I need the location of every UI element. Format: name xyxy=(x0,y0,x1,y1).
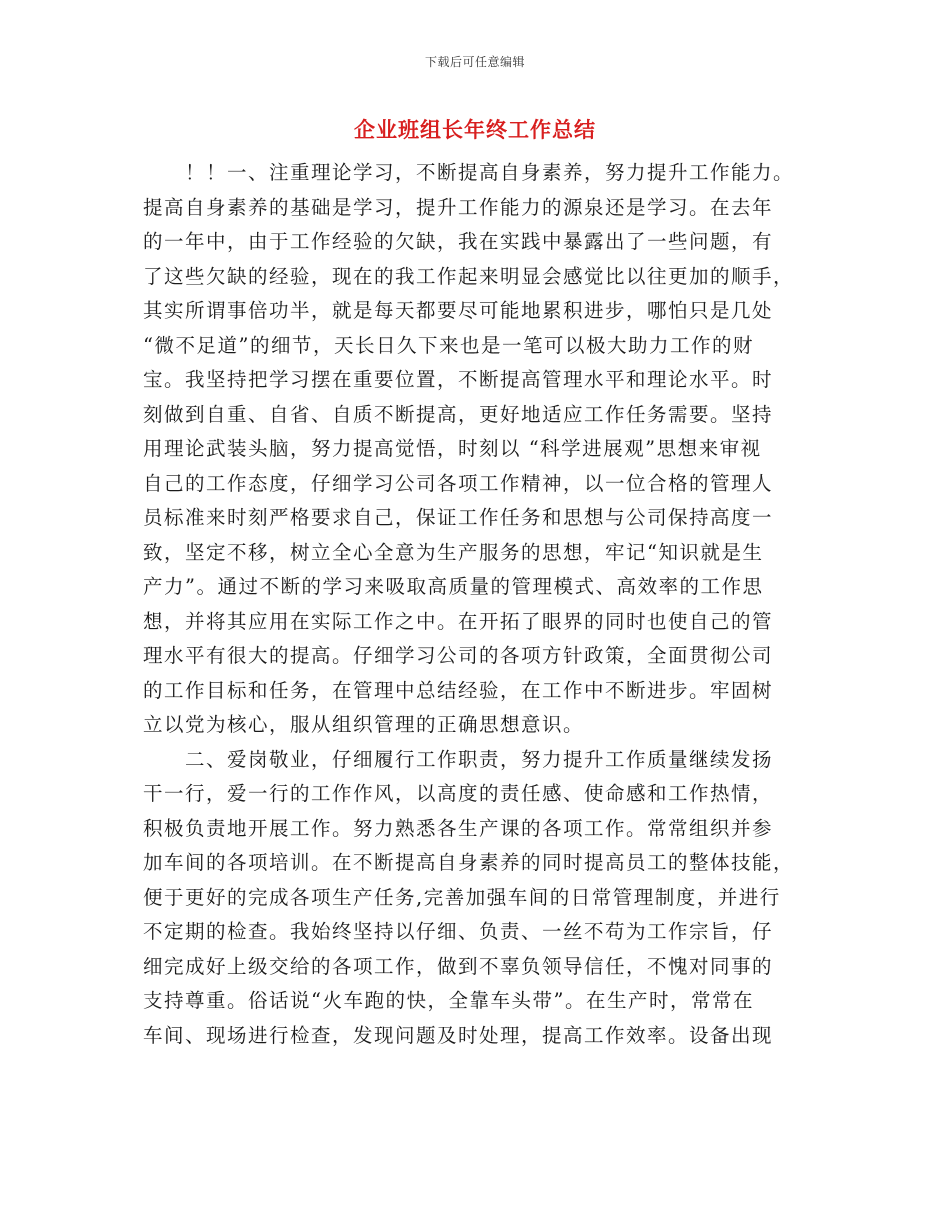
body-text xyxy=(143,156,808,1053)
page-title: 企业班组长年终工作总结 xyxy=(354,117,596,142)
text-line: 立以党为核心，服从组织管理的正确思想意识。 xyxy=(143,713,585,736)
text-line: 产力”。通过不断的学习来吸取高质量的管理模式、高效率的工作思 xyxy=(143,575,764,598)
text-line: 二、爱岗敬业，仔细履行工作职责，努力提升工作质量继续发扬 xyxy=(185,747,774,771)
text-line: 干一行，爱一行的工作作风，以高度的责任感、使命感和工作热情， xyxy=(143,782,774,805)
text-line: 的工作目标和任务，在管理中总结经验，在工作中不断进步。牢固树 xyxy=(143,678,774,702)
text-line: 其实所谓事倍功半，就是每天都要尽可能地累积进步，哪怕只是几处 xyxy=(143,299,774,322)
text-line: 的一年中，由于工作经验的欠缺，我在实践中暴露出了一些问题，有 xyxy=(143,230,774,253)
text-line: 自己的工作态度，仔细学习公司各项工作精神，以一位合格的管理人 xyxy=(143,471,774,495)
text-line: 提高自身素养的基础是学习，提升工作能力的源泉还是学习。在去年 xyxy=(143,195,774,219)
text-line: 积极负责地开展工作。努力熟悉各生产课的各项工作。常常组织并参 xyxy=(143,816,774,840)
text-line: 用理论武装头脑，努力提高觉悟，时刻以 “科学进展观”思想来审视 xyxy=(143,437,762,460)
text-line: “微不足道”的细节，天长日久下来也是一笔可以极大助力工作的财 xyxy=(143,333,754,357)
text-line: 不定期的检查。我始终坚持以仔细、负责、一丝不苟为工作宗旨，仔 xyxy=(143,920,774,943)
text-line: 致，坚定不移，树立全心全意为生产服务的思想，牢记“知识就是生 xyxy=(143,540,764,564)
text-line: 刻做到自重、自省、自质不断提高，更好地适应工作任务需要。坚持 xyxy=(143,402,774,426)
text-line: 理水平有很大的提高。仔细学习公司的各项方针政策，全面贯彻公司 xyxy=(143,644,774,667)
text-line: ！！一、注重理论学习，不断提高自身素养，努力提升工作能力。 xyxy=(185,161,795,184)
text-line: 想，并将其应用在实际工作之中。在开拓了眼界的同时也使自己的管 xyxy=(143,609,774,633)
text-line: 宝。我坚持把学习摆在重要位置，不断提高管理水平和理论水平。时 xyxy=(143,368,774,391)
text-line: 员标准来时刻严格要求自己，保证工作任务和思想与公司保持高度一 xyxy=(143,506,774,529)
text-line: 车间、现场进行检查，发现问题及时处理，提高工作效率。设备出现 xyxy=(143,1023,774,1047)
text-line: 细完成好上级交给的各项工作，做到不辜负领导信任，不愧对同事的 xyxy=(143,954,774,978)
text-line: 便于更好的完成各项生产任务,完善加强车间的日常管理制度，并进行 xyxy=(143,885,781,909)
header-note: 下载后可任意编辑 xyxy=(424,55,525,69)
text-line: 支持尊重。俗话说“火车跑的快，全靠车头带”。在生产时，常常在 xyxy=(143,989,754,1012)
text-line: 了这些欠缺的经验，现在的我工作起来明显会感觉比以往更加的顺手， xyxy=(143,264,795,288)
text-line: 加车间的各项培训。在不断提高自身素养的同时提高员工的整体技能， xyxy=(143,851,795,874)
